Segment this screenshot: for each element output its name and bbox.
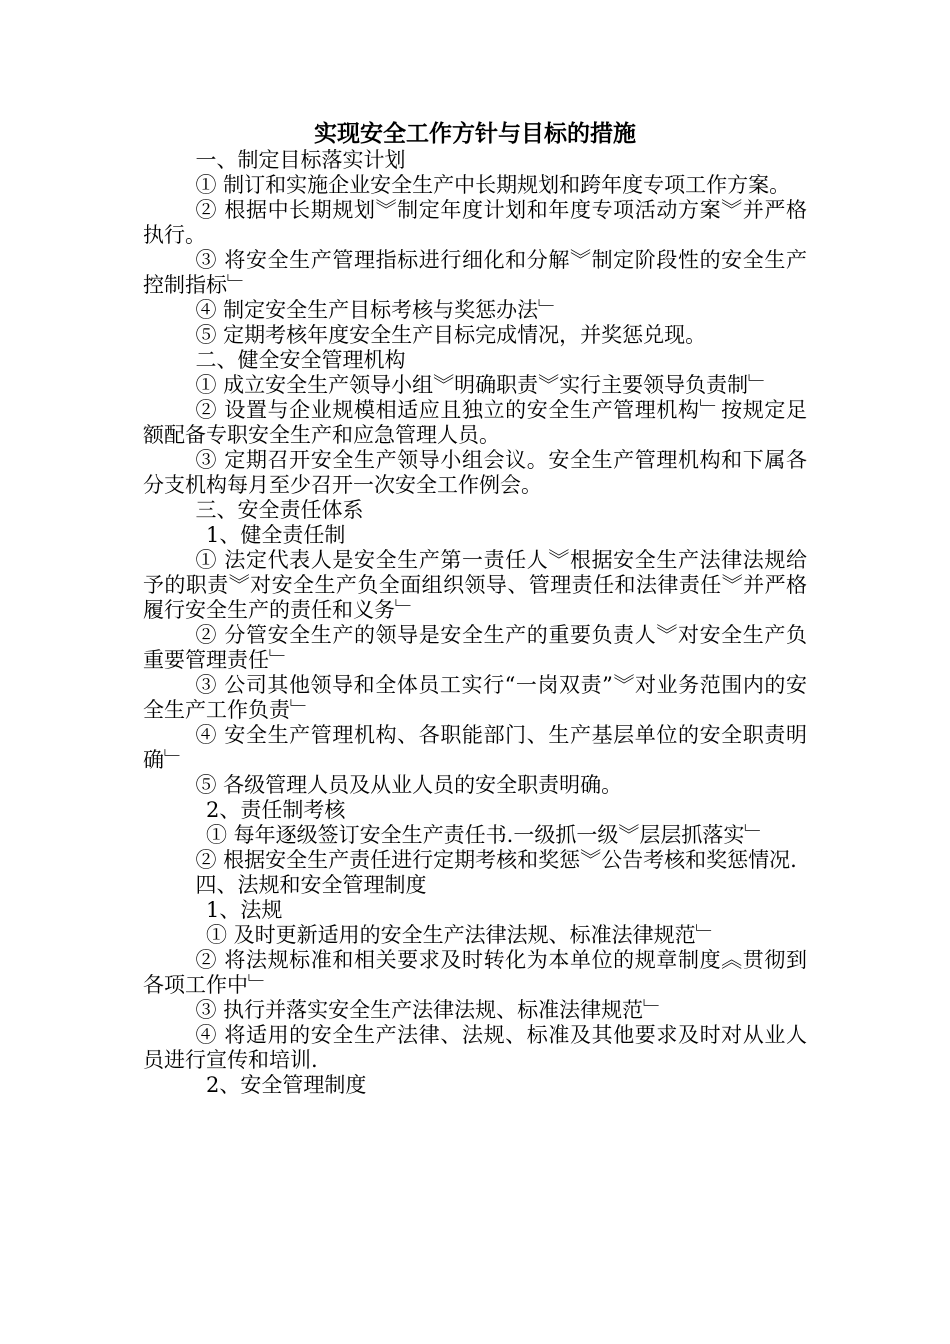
paragraph: ① 及时更新适用的安全生产法律法规、标准法律规范﹂ <box>206 923 717 947</box>
paragraph: ③ 将安全生产管理指标进行细化和分解︾制定阶段性的安全生产控制指标﹂ <box>143 248 807 297</box>
subsection-heading: 2、责任制考核 <box>206 798 346 822</box>
section-heading: 四、法规和安全管理制度 <box>195 873 427 897</box>
paragraph: ② 根据安全生产责任进行定期考核和奖惩︾公告考核和奖惩情况. <box>195 848 797 872</box>
paragraph: ① 每年逐级签订安全生产责任书.一级抓一级︾层层抓落实﹂ <box>206 823 766 847</box>
subsection-heading: 2、安全管理制度 <box>206 1073 367 1097</box>
section-heading: 三、安全责任体系 <box>195 498 364 522</box>
document-body <box>143 148 807 1098</box>
paragraph: ② 将法规标准和相关要求及时转化为本单位的规章制度︽贯彻到各项工作中﹂ <box>143 948 807 997</box>
paragraph: ① 制订和实施企业安全生产中长期规划和跨年度专项工作方案。 <box>195 173 791 197</box>
paragraph: ② 根据中长期规划︾制定年度计划和年度专项活动方案︾并严格执行。 <box>143 198 807 247</box>
section-heading: 二、健全安全管理机构 <box>195 348 406 372</box>
paragraph: ③ 公司其他领导和全体员工实行“一岗双责”︾对业务范围内的安全生产工作负责﹂ <box>143 673 807 722</box>
paragraph: ⑤ 各级管理人员及从业人员的安全职责明确。 <box>195 773 623 797</box>
paragraph: ⑤ 定期考核年度安全生产目标完成情况，并奖惩兑现。 <box>195 323 707 347</box>
paragraph: ① 成立安全生产领导小组︾明确职责︾实行主要领导负责制﹂ <box>195 373 770 397</box>
subsection-heading: 1、法规 <box>206 898 283 922</box>
paragraph: ④ 安全生产管理机构、各职能部门、生产基层单位的安全职责明确﹂ <box>143 723 807 772</box>
document-title: 实现安全工作方针与目标的措施 <box>314 121 636 147</box>
paragraph: ③ 执行并落实安全生产法律法规、标准法律规范﹂ <box>195 998 665 1022</box>
paragraph: ④ 制定安全生产目标考核与奖惩办法﹂ <box>195 298 560 322</box>
paragraph: ① 法定代表人是安全生产第一责任人︾根据安全生产法律法规给予的职责︾对安全生产负全面组织领导、管理责任和法律责任︾并严格履行安全生产的责任和义务﹂ <box>143 548 807 622</box>
paragraph: ② 分管安全生产的领导是安全生产的重要负责人︾对安全生产负重要管理责任﹂ <box>143 623 807 672</box>
paragraph: ② 设置与企业规模相适应且独立的安全生产管理机构﹂按规定足额配备专职安全生产和应急管理人员。 <box>143 398 807 447</box>
subsection-heading: 1、健全责任制 <box>206 523 346 547</box>
paragraph: ④ 将适用的安全生产法律、法规、标准及其他要求及时对从业人员进行宣传和培训. <box>143 1023 807 1072</box>
paragraph: ③ 定期召开安全生产领导小组会议。安全生产管理机构和下属各分支机构每月至少召开一次安全工作例会。 <box>143 448 807 497</box>
section-heading: 一、制定目标落实计划 <box>195 148 406 172</box>
